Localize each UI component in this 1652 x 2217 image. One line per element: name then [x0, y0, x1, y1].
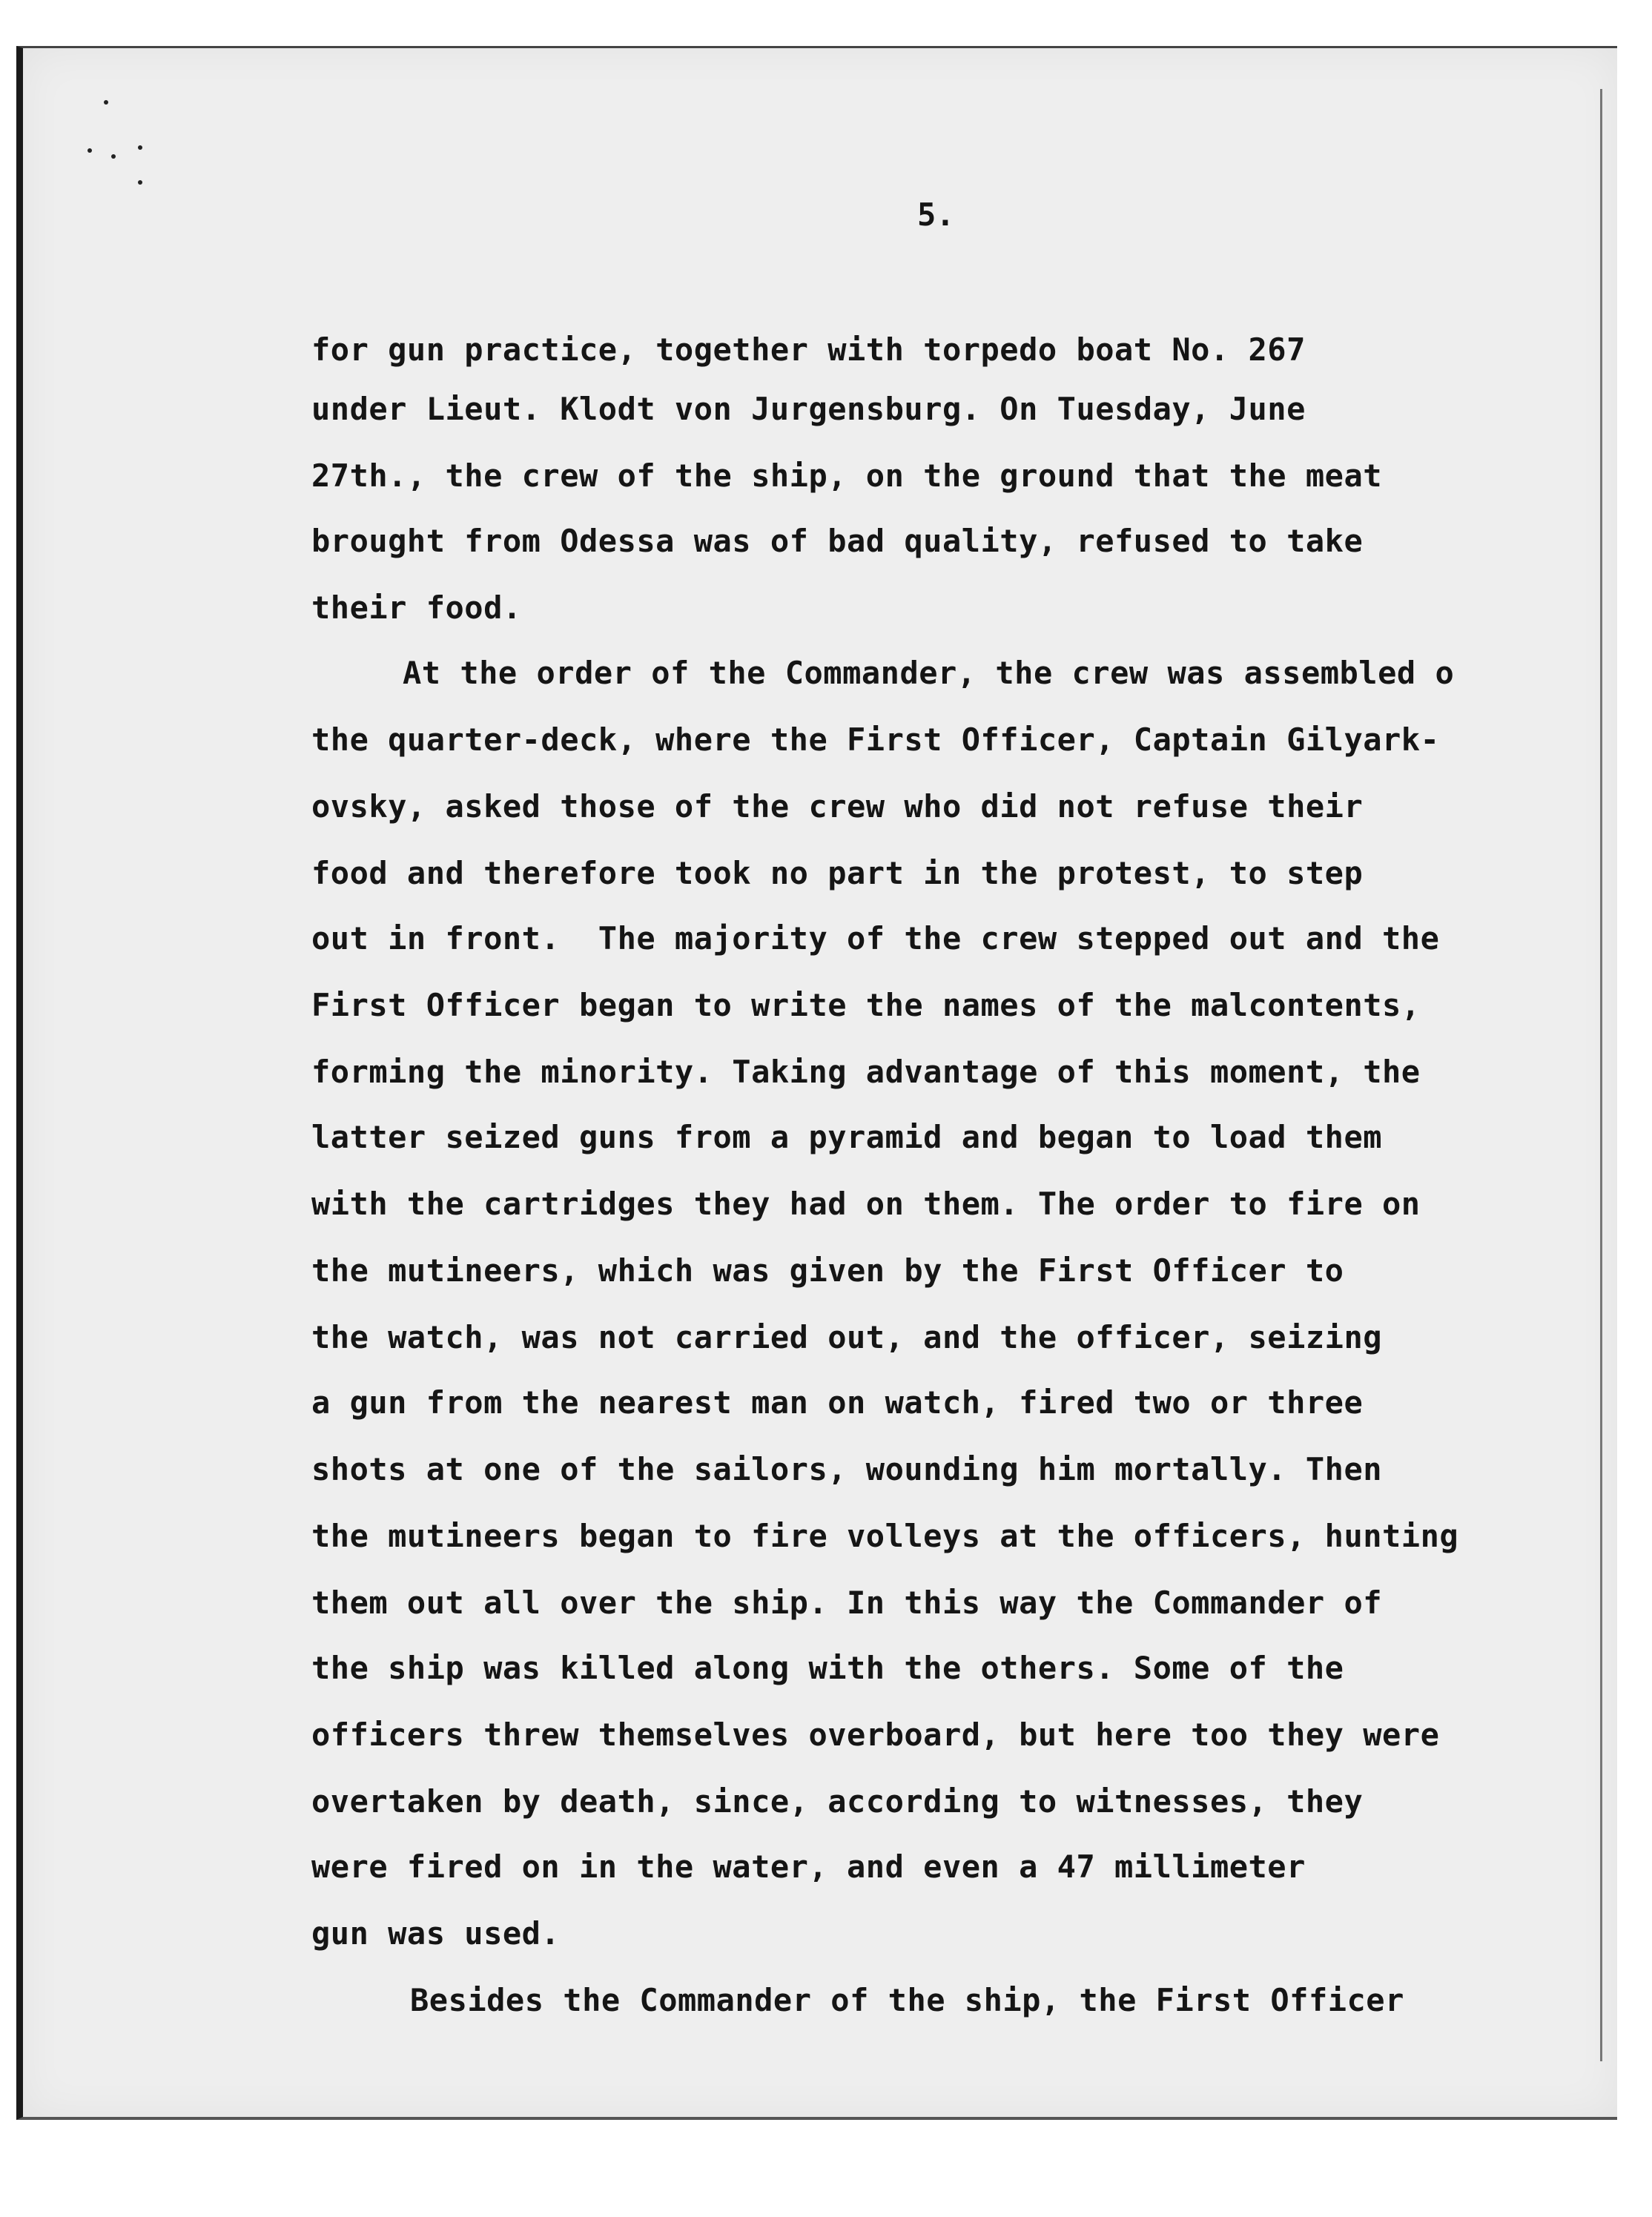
- text-line: Besides the Commander of the ship, the First Officer: [410, 1982, 1404, 2018]
- text-line: them out all over the ship. In this way the Commander of: [311, 1585, 1383, 1621]
- text-line: At the order of the Commander, the crew was assembled o: [403, 655, 1455, 691]
- paper-speck: [111, 154, 116, 159]
- text-line: shots at one of the sailors, wounding him mortally. Then: [311, 1451, 1383, 1487]
- text-line: the mutineers began to fire volleys at the officers, hunting: [311, 1518, 1459, 1554]
- text-line: food and therefore took no part in the protest, to step: [311, 855, 1364, 891]
- text-line: latter seized guns from a pyramid and began to load them: [311, 1119, 1383, 1155]
- text-line: brought from Odessa was of bad quality, refused to take: [311, 523, 1364, 559]
- text-line: a gun from the nearest man on watch, fired two or three: [311, 1384, 1364, 1421]
- text-line: their food.: [311, 589, 522, 626]
- text-line: 27th., the crew of the ship, on the ground that the meat: [311, 457, 1383, 494]
- text-line: forming the minority. Taking advantage of this moment, the: [311, 1054, 1421, 1090]
- text-line: First Officer began to write the names of the malcontents,: [311, 987, 1421, 1023]
- text-line: the watch, was not carried out, and the officer, seizing: [311, 1319, 1383, 1355]
- text-line: with the cartridges they had on them. The order to fire on: [311, 1186, 1421, 1222]
- text-line: the mutineers, which was given by the First Officer to: [311, 1252, 1344, 1289]
- text-line: out in front. The majority of the crew stepped out and the: [311, 920, 1440, 956]
- paper-speck: [104, 100, 108, 105]
- text-line: the ship was killed along with the others. Some of the: [311, 1650, 1344, 1686]
- page-number: 5.: [917, 196, 955, 233]
- text-line: for gun practice, together with torpedo boat No. 267: [311, 331, 1306, 368]
- text-line: under Lieut. Klodt von Jurgensburg. On Tuesday, June: [311, 391, 1306, 427]
- text-line: gun was used.: [311, 1915, 561, 1952]
- paper-speck: [87, 148, 92, 153]
- sheet-edge: [1600, 89, 1602, 2061]
- text-line: were fired on in the water, and even a 47 millimeter: [311, 1848, 1306, 1885]
- paper-speck: [138, 145, 142, 150]
- text-line: overtaken by death, since, according to witnesses, they: [311, 1783, 1364, 1820]
- text-line: ovsky, asked those of the crew who did not refuse their: [311, 788, 1364, 825]
- text-line: officers threw themselves overboard, but here too they were: [311, 1717, 1440, 1753]
- paper-speck: [138, 180, 142, 185]
- text-line: the quarter-deck, where the First Officer, Captain Gilyark-: [311, 721, 1440, 758]
